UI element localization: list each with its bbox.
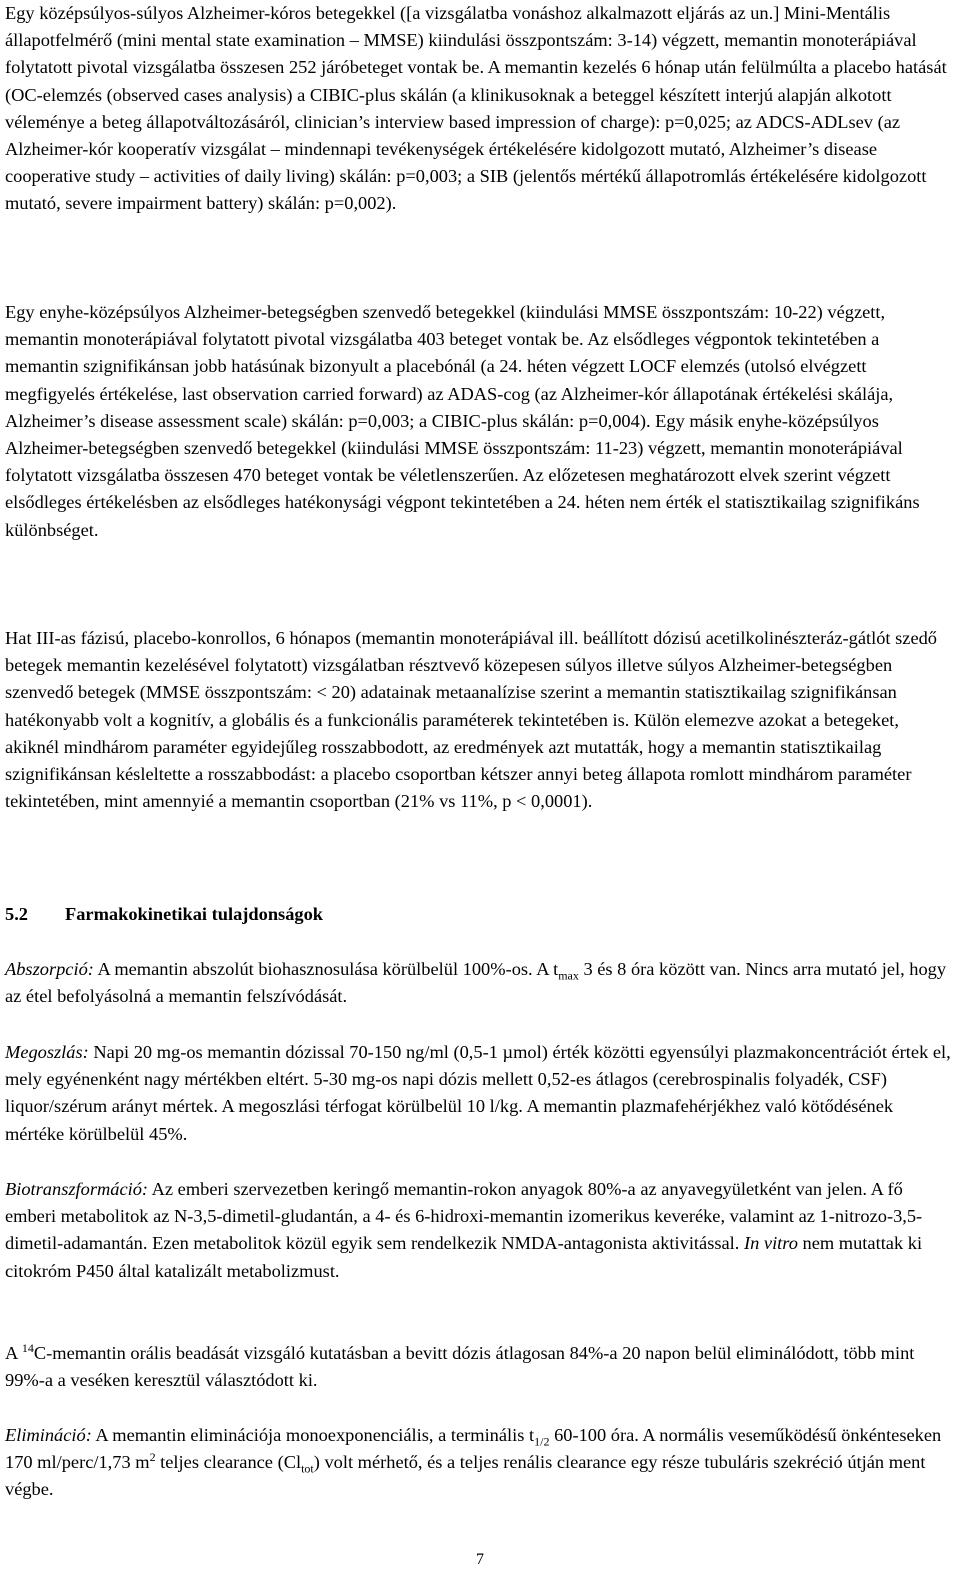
paragraph-meta-analysis: Hat III-as fázisú, placebo-konrollos, 6 hónapos (memantin monoterápiával ill. beállított dózisú acetilkolinészteráz-gátlót szedő betegek memantin kezelésével folytatott) vizsgálatban résztvevő közepesen súlyos illetve súlyos Alzheimer-betegségben szenvedő betegek (MMSE összpontszám: < 20) adatainak metaanalízise szerint a memantin statisztikailag szignifikánsan hatékonyabb volt a kognitív, a globális és a funkcionális paraméterek tekintetében is. Külön elemezve azokat a betegeket, akiknél mindhárom paraméter egyidejűleg rosszabbodott, az eredmények azt mutatták, hogy a memantin statisztikailag szignifikánsan késleltette a rosszabbodást: a placebo csoportban kétszer annyi beteg állapota romlott mindhárom paraméter tekintetében, mint amennyié a memantin csoportban (21% vs 11%, p < 0,0001). bbox=[5, 628, 937, 812]
paragraph-distribution bbox=[5, 1039, 955, 1148]
absorption-text-2: 3 és 8 óra között van. Nincs arra mutató jel, hogy az étel befolyásolná a memantin felszívódását. bbox=[5, 959, 947, 1007]
elimination-text-3: teljes clearance (Cl bbox=[155, 1452, 302, 1473]
half-life-subscript: 1/2 bbox=[534, 1434, 550, 1449]
biotransformation-text-1: Az emberi szervezetben keringő memantin-rokon anyagok 80%-a az anyavegyületként van jelen. A fő emberi metabolitok az N-3,5-dimetil-gludantán, a 4- és 6-hidroxi-memantin izomerikus keveréke, valamint az 1-nitrozo-3,5-dimetil-adamantán. Ezen metabolitok közül egyik sem rendelkezik NMDA-antagonista aktivitással. bbox=[5, 1179, 923, 1254]
c14-text-2: C-memantin orális beadását vizsgáló kutatásban a bevitt dózis átlagosan 84%-a 20 napon belül eliminálódott, több mint 99%-a a veséken keresztül választódott ki. bbox=[5, 1343, 915, 1391]
elimination-text-4: ) volt mérhető, és a teljes renális clearance egy része tubuláris szekréció útján ment végbe. bbox=[5, 1452, 926, 1500]
distribution-text: Napi 20 mg-os memantin dózissal 70-150 ng/ml (0,5-1 µmol) érték közötti egyensúlyi plazmakoncentrációt értek el, mely egyénenként nagy mértékben eltért. 5-30 mg-os napi dózis mellett 0,52-es átlagos (cerebrospinalis folyadék, CSF) liquor/szérum arányt mértek. A megoszlási térfogat körülbelül 10 l/kg. A memantin plazmafehérjékhez való kötődésének mértéke körülbelül 45%. bbox=[5, 1042, 951, 1144]
elimination-label: Elimináció: bbox=[5, 1425, 92, 1445]
biotransformation-text-2: nem mutattak ki citokróm P450 által katalizált metabolizmust. bbox=[5, 1233, 923, 1281]
section-number: 5.2 bbox=[5, 904, 28, 924]
m2-superscript: 2 bbox=[149, 1450, 156, 1465]
cltot-subscript: tot bbox=[301, 1461, 314, 1476]
elimination-text-1: A memantin eliminációja monoexponenciális, a terminális t bbox=[91, 1425, 535, 1445]
paragraph-biotransformation bbox=[5, 1176, 955, 1285]
elimination-text-2: 60-100 óra. A normális veseműködésű önkénteseken 170 ml/perc/1,73 m bbox=[5, 1425, 942, 1473]
paragraph-c14-study bbox=[5, 1340, 955, 1394]
paragraph-mild-moderate-ad-studies: Egy enyhe-középsúlyos Alzheimer-betegségben szenvedő betegekkel (kiindulási MMSE összpontszám: 10-22) végzett, memantin monoterápiával folytatott pivotal vizsgálatba 403 beteget vontak be. Az elsődleges végpontok tekintetében a memantin szignifikánsan jobb hatásúnak bizonyult a placebónál (a 24. héten végzett LOCF elemzés (utolsó elvégzett megfigyelés értékelése, last observation carried forward) az ADAS-cog (az Alzheimer-kór állapotának értékelési skálája, Alzheimer’s disease assessment scale) skálán: p=0,003; a CIBIC-plus skálán: p=0,004). Egy másik enyhe-középsúlyos Alzheimer-betegségben szenvedő betegekkel (kiindulási MMSE összpontszám: 11-23) végzett, memantin monoterápiával folytatott vizsgálatba összesen 470 beteget vontak be véletlenszerűen. Az előzetesen meghatározott elvek szerint végzett elsődleges értékelésben az elsődleges hatékonysági végpont tekintetében a 24. héten nem érték el statisztikailag szignifikáns különbséget. bbox=[5, 302, 920, 540]
page-number: 7 bbox=[476, 1551, 484, 1568]
paragraph-absorption bbox=[5, 956, 955, 1010]
c14-text-1: A bbox=[5, 1343, 22, 1363]
biotransformation-label: Biotranszformáció: bbox=[5, 1179, 149, 1199]
absorption-label: Abszorpció: bbox=[5, 959, 94, 979]
absorption-subscript: max bbox=[558, 968, 579, 983]
distribution-label: Megoszlás: bbox=[5, 1042, 89, 1062]
c14-superscript: 14 bbox=[21, 1340, 34, 1355]
paragraph-elimination bbox=[5, 1422, 955, 1504]
in-vitro-text: In vitro bbox=[743, 1233, 798, 1254]
absorption-text-1: A memantin abszolút biohasznosulása körülbelül 100%-os. A t bbox=[93, 959, 559, 979]
section-title: Farmakokinetikai tulajdonságok bbox=[65, 904, 324, 924]
paragraph-severe-ad-study: Egy középsúlyos-súlyos Alzheimer-kóros betegekkel ([a vizsgálatba vonáshoz alkalmazott eljárás az un.] Mini-Mentális állapotfelmérő (mini mental state examination – MMSE) kiindulási összpontszám: 3-14) végzett, memantin monoterápiával folytatott pivotal vizsgálatba összesen 252 járóbeteget vontak be. A memantin kezelés 6 hónap után felülmúlta a placebo hatását (OC-elemzés (observed cases analysis) a CIBIC-plus skálán (a klinikusoknak a beteggel készített interjú alapján alkotott véleménye a beteg állapotváltozásáról, clinician’s interview based impression of charge): p=0,025; az ADCS-ADLsev (az Alzheimer-kór kooperatív vizsgálat – mindennapi tevékenységek értékelésére kidolgozott mutató, Alzheimer’s disease cooperative study – activities of daily living) skálán: p=0,003; a SIB (jelentős mértékű állapotromlás értékelésére kidolgozott mutató, severe impairment battery) skálán: p=0,002). bbox=[5, 3, 947, 214]
section-heading bbox=[5, 901, 955, 928]
